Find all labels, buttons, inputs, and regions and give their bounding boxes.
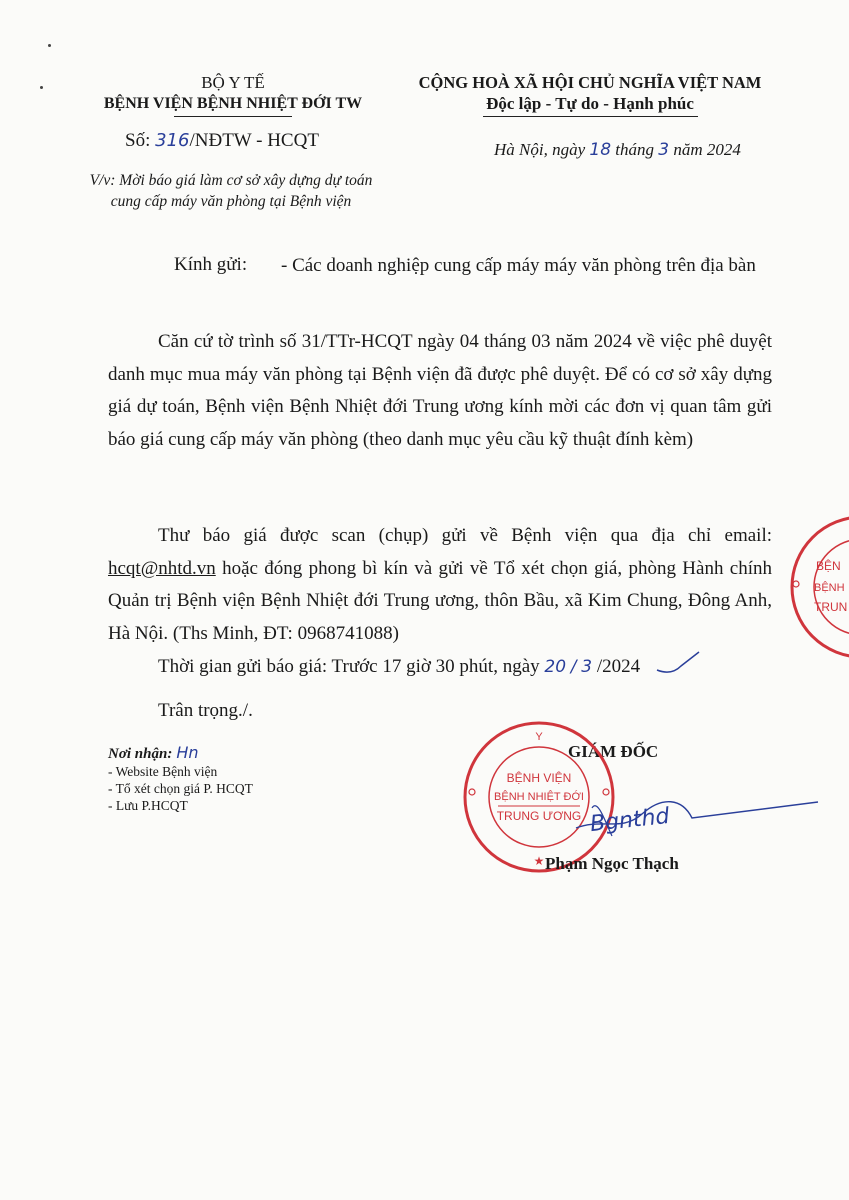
- motto-underline: [483, 116, 698, 117]
- scan-speck: [48, 44, 51, 47]
- stamp-line-2: BỆNH NHIỆT ĐỚI: [494, 791, 584, 803]
- recipient-item: - Website Bệnh viện: [108, 764, 218, 779]
- recipients-list: [108, 743, 253, 814]
- signature-stroke: [572, 788, 822, 848]
- hospital-name: BỆNH VIỆN BỆNH NHIỆT ĐỚI TW: [103, 95, 363, 112]
- partial-stamp-line-3: TRUN: [814, 600, 848, 614]
- number-prefix: Số:: [125, 130, 151, 151]
- email-link[interactable]: hcqt@nhtd.vn: [108, 557, 216, 579]
- recipients-title: Nơi nhận:: [108, 746, 173, 762]
- date-month: 3: [658, 140, 670, 160]
- recipient-item: - Lưu P.HCQT: [108, 798, 188, 813]
- director-signature: Bgnthd: [588, 803, 671, 838]
- deadline-year: /2024: [596, 656, 641, 677]
- motto: Độc lập - Tự do - Hạnh phúc: [486, 94, 694, 113]
- document-date: [494, 140, 741, 160]
- scan-speck: [40, 86, 43, 89]
- paragraph-2-rest: hoặc đóng phong bì kín và gửi về Tổ xét chọn giá, phòng Hành chính Quản trị Bệnh viện Bệnh Nhiệt đới Trung ương, thôn Bầu, xã Kim Chung, Đông Anh, Hà Nội. (Ths Minh, ĐT: 0968741088): [108, 557, 772, 644]
- paragraph-1-text: Căn cứ tờ trình số 31/TTr-HCQT ngày 04 tháng 03 năm 2024 về việc phê duyệt danh mục mua máy văn phòng tại Bệnh viện đã được phê duyệt. Để có cơ sở xây dựng giá dự toán, Bệnh viện Bệnh Nhiệt đới Trung ương kính mời các đơn vị quan tâm gửi báo giá cung cấp máy văn phòng (theo danh mục yêu cầu kỹ thuật đính kèm): [108, 331, 772, 450]
- document-number: [125, 130, 319, 152]
- header-left: [68, 72, 398, 117]
- subject-line-2: cung cấp máy văn phòng tại Bệnh viện: [110, 193, 352, 210]
- partial-stamp-line-1: BỆN: [816, 559, 841, 573]
- header-right: [400, 72, 780, 117]
- director-name: Phạm Ngọc Thạch: [545, 854, 679, 873]
- paragraph-2-lead: Thư báo giá được scan (chụp) gửi về Bệnh viện qua địa chỉ email:: [158, 525, 772, 546]
- signature-position: GIÁM ĐỐC: [568, 742, 659, 761]
- deadline-line: [158, 656, 640, 678]
- stamp-line-3: TRUNG ƯƠNG: [496, 809, 582, 823]
- body-paragraph-1: [108, 326, 772, 456]
- deadline-day: 20: [544, 657, 567, 677]
- recipient-item: - Tổ xét chọn giá P. HCQT: [108, 781, 253, 796]
- date-place: Hà Nội, ngày: [494, 140, 586, 159]
- stamp-line-1: BỆNH VIỆN: [506, 771, 572, 785]
- deadline-month: 3: [581, 657, 593, 677]
- subject-line-1: V/v: Mời báo giá làm cơ sở xây dựng dự toán: [89, 172, 373, 189]
- number-suffix: /NĐTW - HCQT: [189, 130, 319, 151]
- ministry-name: BỘ Y TẾ: [201, 73, 265, 92]
- date-day: 18: [589, 140, 612, 160]
- number-handwritten: 316: [155, 130, 190, 151]
- partial-stamp: [780, 512, 849, 662]
- closing-text: Trân trọng./.: [158, 700, 253, 721]
- date-year: năm 2024: [673, 140, 741, 159]
- deadline-pen-mark: [655, 648, 705, 678]
- recipients-initials: Hn: [176, 743, 199, 762]
- deadline-separator: /: [570, 657, 577, 677]
- header-left-underline: [174, 116, 292, 117]
- stamp-top-letter: Y: [535, 731, 543, 743]
- stamp-star-icon: ★: [533, 854, 545, 868]
- partial-stamp-line-2: BỆNH: [814, 582, 845, 594]
- nation-title: CỘNG HOÀ XÃ HỘI CHỦ NGHĨA VIỆT NAM: [418, 73, 762, 92]
- deadline-prefix: Thời gian gửi báo giá: Trước 17 giờ 30 phút, ngày: [158, 656, 540, 677]
- subject-line: [55, 170, 407, 212]
- recipient-text: - Các doanh nghiệp cung cấp máy máy văn phòng trên địa bàn: [281, 255, 756, 276]
- body-paragraph-2: [108, 520, 772, 650]
- date-month-label: tháng: [615, 140, 655, 159]
- recipient-label: Kính gửi:: [174, 254, 248, 275]
